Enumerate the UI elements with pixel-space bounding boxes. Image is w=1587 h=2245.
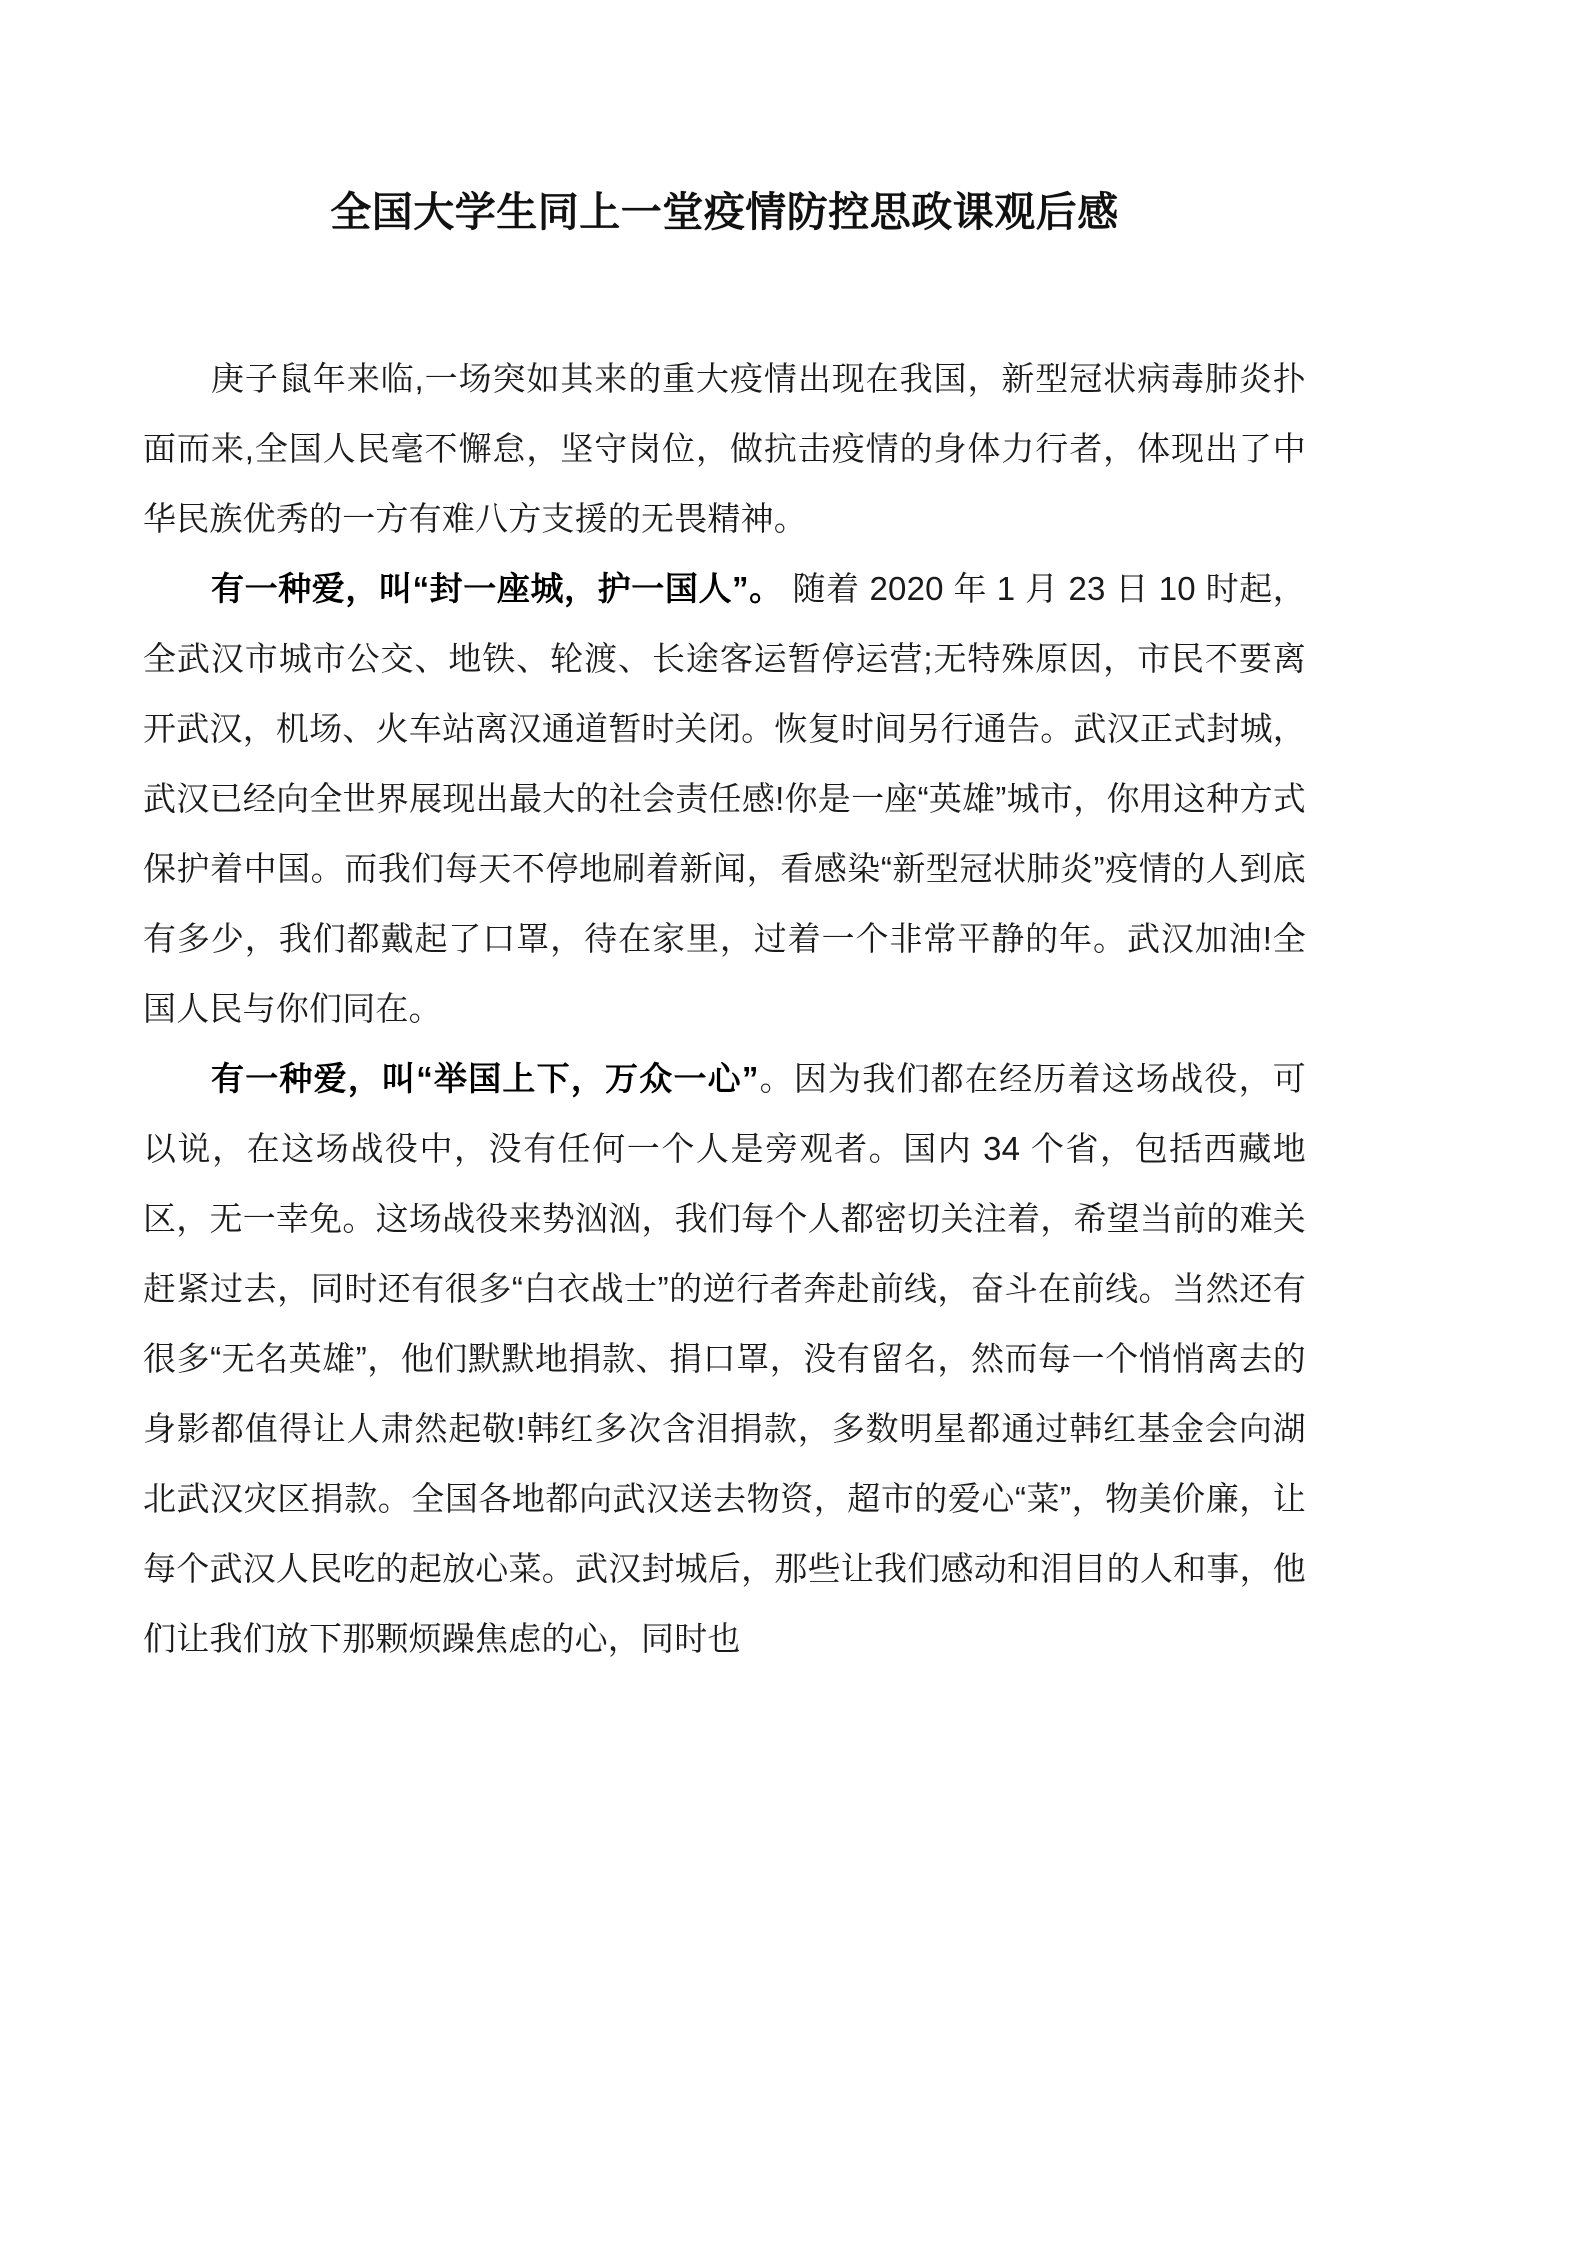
paragraph-section-one-text: 随着 2020 年 1 月 23 日 10 时起，全武汉市城市公交、地铁、轮渡、长途客运暂停运营;无特殊原因，市民不要离开武汉，机场、火车站离汉通道暂时关闭。恢复时间另行通告。武汉正式封城，武汉已经向全世界展现出最大的社会责任感!你是一座“英雄”城市，你用这种方式保护着中国。而我们每天不停地刷着新闻，看感染“新型冠状肺炎”疫情的人到底有多少，我们都戴起了口罩，待在家里，过着一个非常平静的年。武汉加油!全国人民与你们同在。 (143, 570, 1306, 1028)
document-body (143, 0, 1306, 1674)
paragraph-intro (143, 344, 1306, 554)
paragraph-section-one-lead: 有一种爱，叫“封一座城，护一国人”。 (211, 570, 783, 608)
paragraph-section-two-text: 。因为我们都在经历着这场战役，可以说，在这场战役中，没有任何一个人是旁观者。国内 34 个省，包括西藏地区，无一幸免。这场战役来势汹汹，我们每个人都密切关注着，希望当前的难关赶紧过去，同时还有很多“白衣战士”的逆行者奔赴前线，奋斗在前线。当然还有很多“无名英雄”，他们默默地捐款、捐口罩，没有留名，然而每一个悄悄离去的身影都值得让人肃然起敬!韩红多次含泪捐款，多数明星都通过韩红基金会向湖北武汉灾区捐款。全国各地都向武汉送去物资，超市的爱心“菜”，物美价廉，让每个武汉人民吃的起放心菜。武汉封城后，那些让我们感动和泪目的人和事，他们让我们放下那颗烦躁焦虑的心，同时也 (143, 1060, 1307, 1658)
paragraph-section-two-lead: 有一种爱，叫“举国上下，万众一心” (211, 1060, 759, 1098)
paragraph-section-two (143, 1044, 1306, 1674)
page-title: 全国大学生同上一堂疫情防控思政课观后感 (330, 189, 1119, 235)
paragraph-section-one (143, 554, 1306, 1044)
paragraph-intro-text: 庚子鼠年来临,一场突如其来的重大疫情出现在我国，新型冠状病毒肺炎扑面而来,全国人民毫不懈怠，坚守岗位，做抗击疫情的身体力行者，体现出了中华民族优秀的一方有难八方支援的无畏精神。 (143, 360, 1306, 538)
